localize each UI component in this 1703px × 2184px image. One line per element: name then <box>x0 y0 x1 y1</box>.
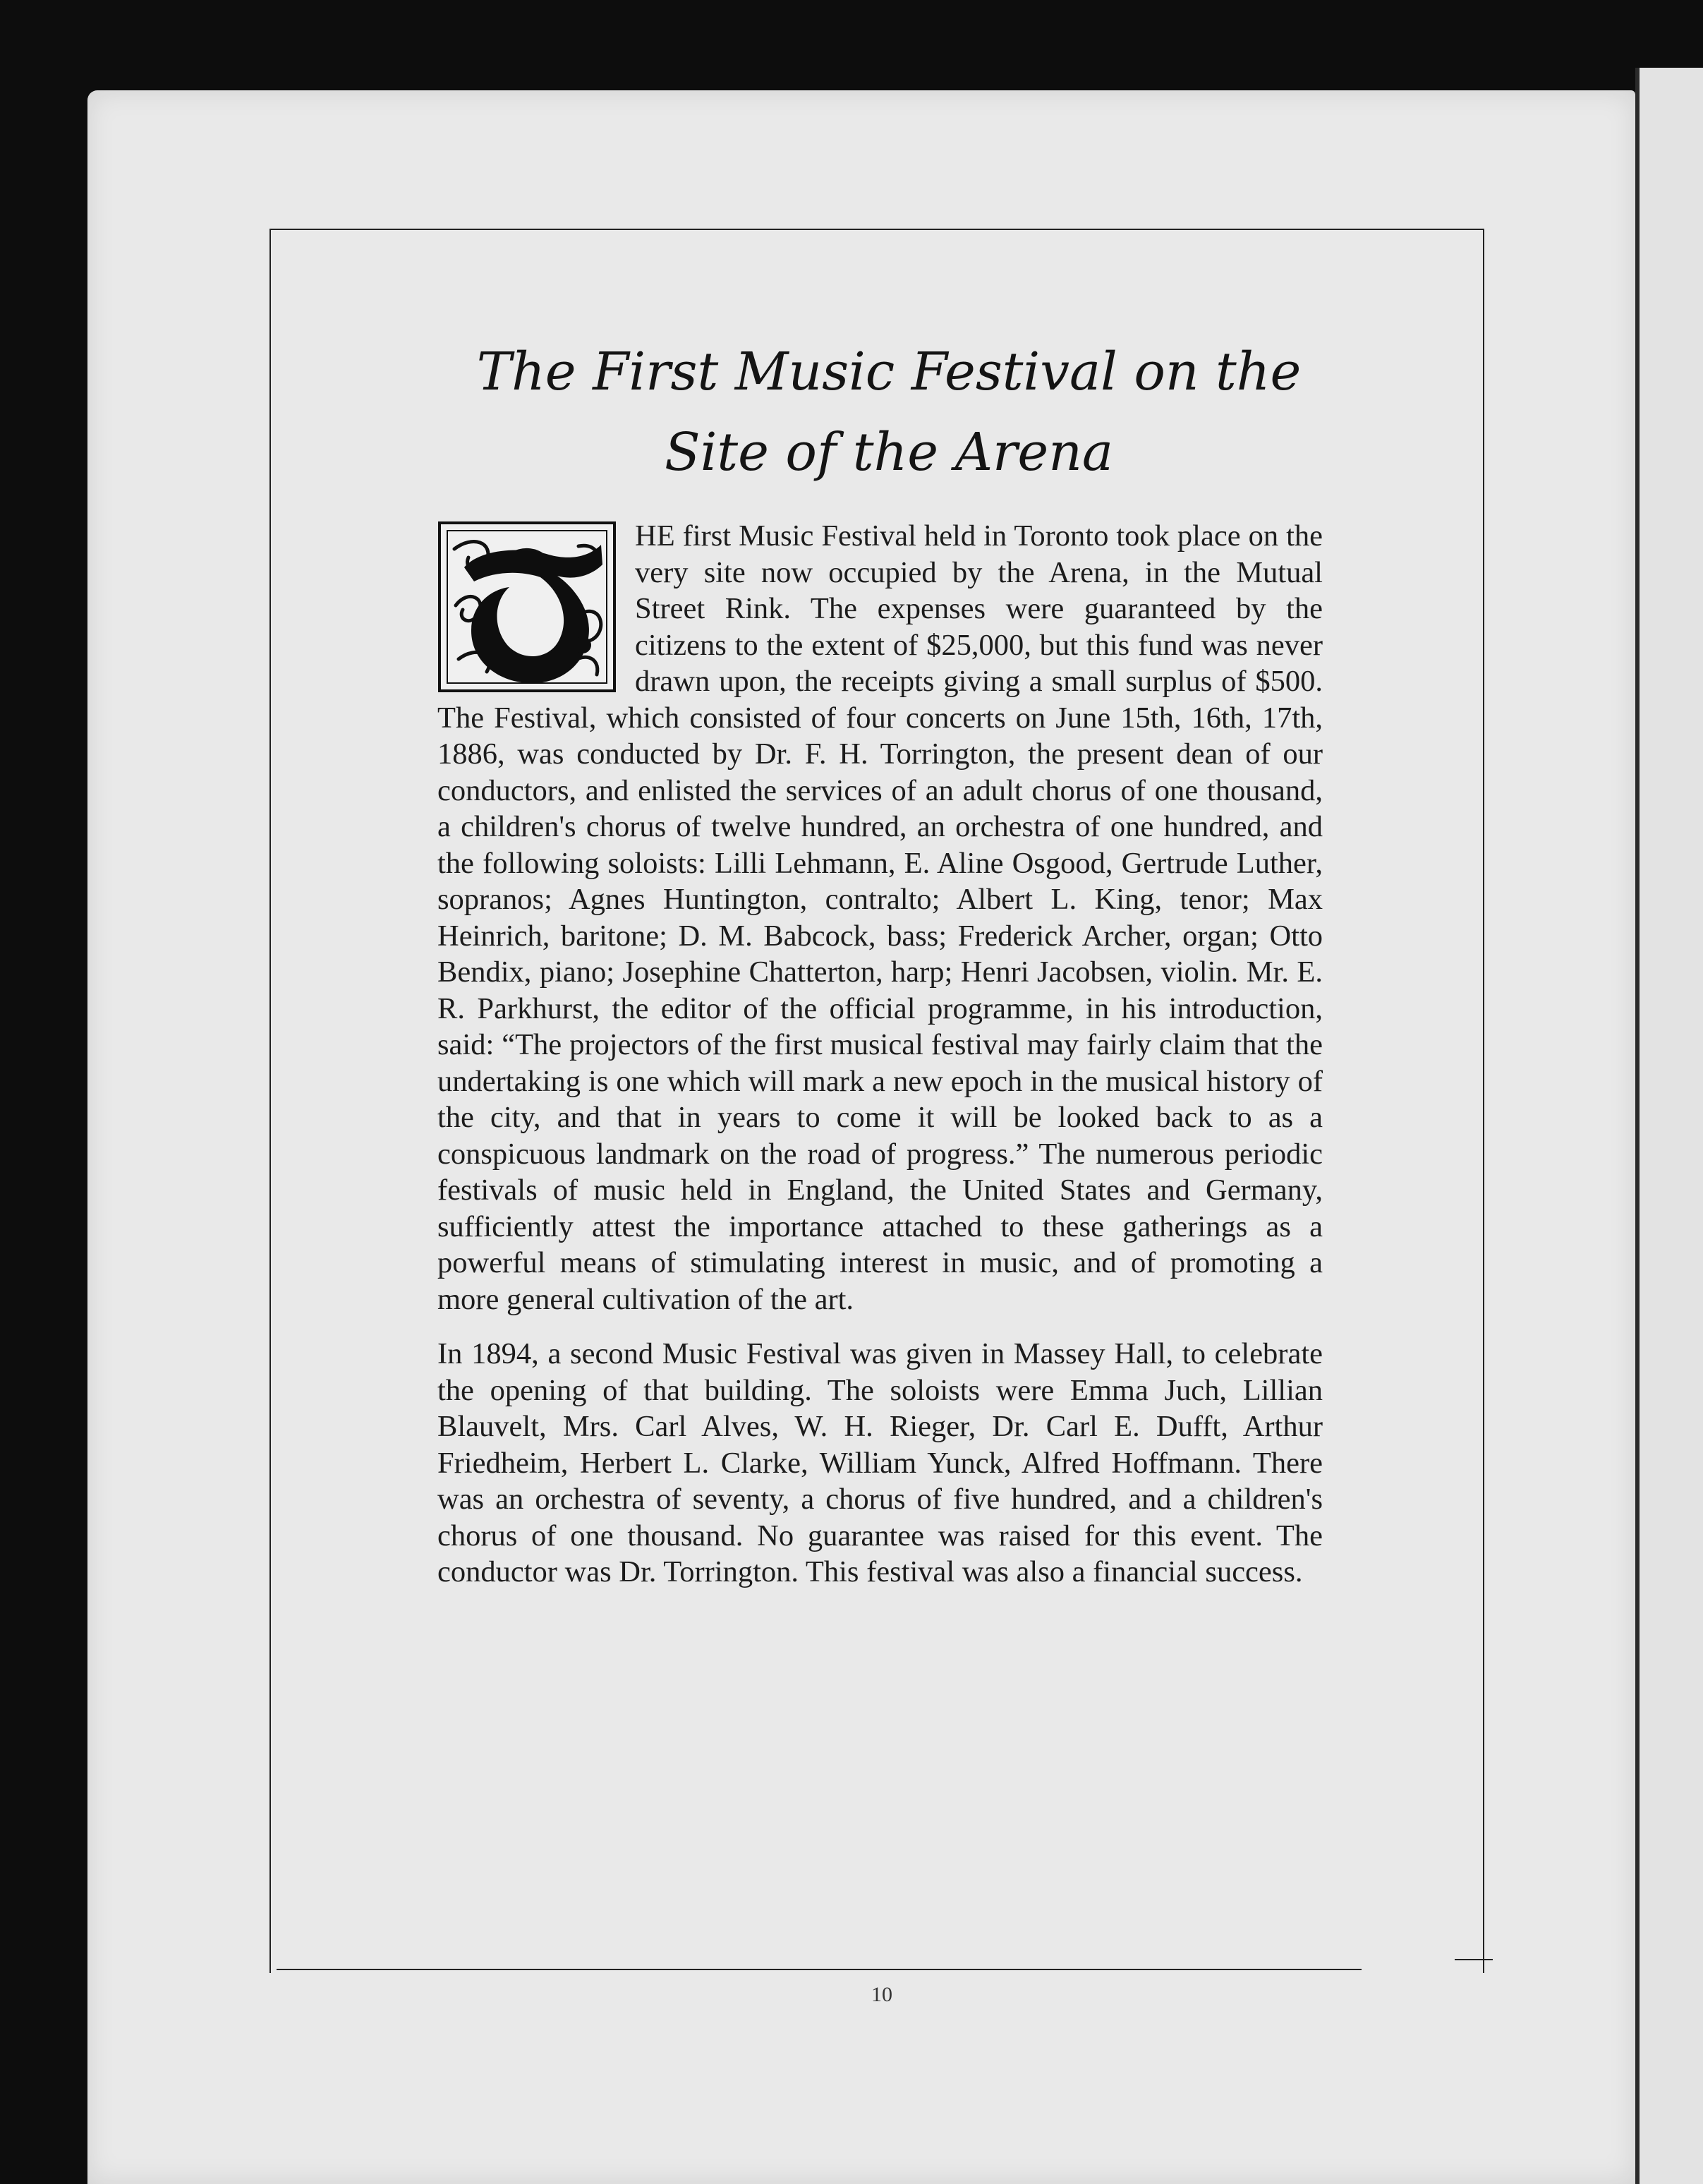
ornamental-drop-cap-t-icon <box>437 521 617 693</box>
title-line-1: The First Music Festival on the <box>476 342 1302 402</box>
page-border-bottom-rule <box>277 1969 1362 1970</box>
article-title <box>381 332 1397 493</box>
paragraph-1-text: HE first Music Festival held in Toronto took place on the very site now occupied by the Arena, in the Mutual Street Rink. The expenses were guaranteed by the citizens to the extent of $25,000, but this fund was never drawn upon, the receipts giving a small surplus of $500. The Festival, which consisted of four concerts on June 15th, 16th, 17th, 1886, was conducted by Dr. F. H. Torrington, the present dean of our conductors, and enlisted the services of an adult chorus of one thousand, a children's chorus of twelve hundred, an orchestra of one hundred, and the following soloists: Lilli Lehmann, E. Aline Osgood, Gertrude Luther, sopranos; Agnes Huntington, contralto; Albert L. King, tenor; Max Heinrich, baritone; D. M. Babcock, bass; Frederick Archer, organ; Otto Bendix, piano; Josephine Chatterton, harp; Henri Jacobsen, violin. Mr. E. R. Parkhurst, the editor of the official programme, in his introduction, said: “The projectors of the first musical festival may fairly claim that the undertaking is one which will mark a new epoch in the musical history of the city, and that in years to come it will be looked back to as a conspicuous landmark on the road of progress.” The numerous periodic festivals of music held in England, the United States and Germany, sufficiently attest the importance attached to these gatherings as a powerful means of stimulating interest in music, and of promoting a more general cultivation of the art. <box>437 519 1323 1316</box>
page-number: 10 <box>871 1983 892 2006</box>
drop-cap-letter <box>635 518 636 519</box>
paragraph-2: In 1894, a second Music Festival was given in Massey Hall, to celebrate the opening of that building. The soloists were Emma Juch, Lillian Blauvelt, Mrs. Carl Alves, W. H. Rieger, Dr. Carl E. Dufft, Arthur Friedheim, Herbert L. Clarke, William Yunck, Alfred Hoffmann. There was an orchestra of seventy, a chorus of five hundred, and a children's chorus of one thousand. No guarantee was raised for this event. The conductor was Dr. Torrington. This festival was also a financial success. <box>437 1337 1323 1588</box>
ornamental-drop-cap <box>437 521 617 693</box>
page-border-corner-rule <box>1455 1959 1493 1960</box>
right-page-edge <box>1635 68 1703 2184</box>
title-line-2: Site of the Arena <box>665 422 1113 483</box>
article-body <box>437 518 1323 1609</box>
